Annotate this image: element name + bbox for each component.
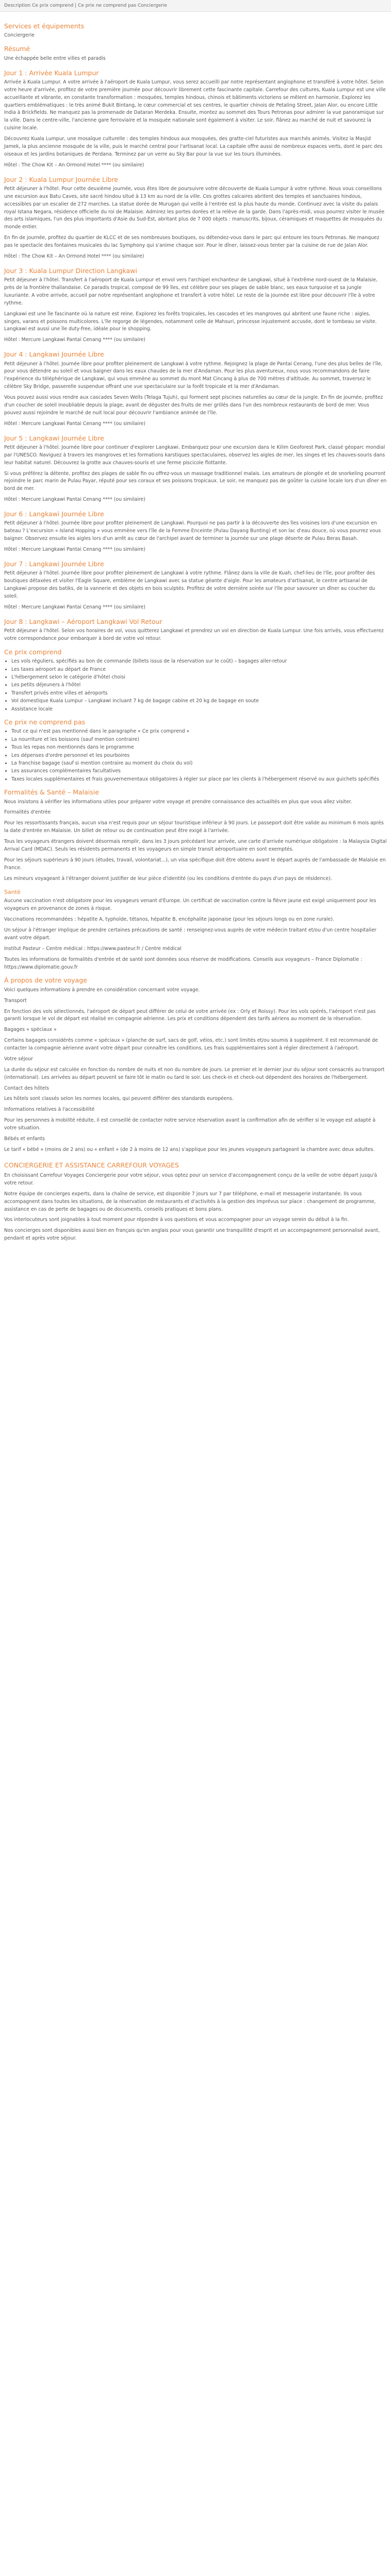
- day-title: Jour 2 : Kuala Lumpur Journée Libre: [4, 175, 118, 183]
- formalities-paragraph: Nous insistons à vérifier les informations utiles pour préparer votre voyage et prendre connaissance des actualités en plus que vous allez visiter.: [4, 799, 352, 805]
- propos-paragraph: En fonction des vols sélectionnés, l'aéroport de départ peut différer de celui de votre arrivée (ex : Orly et Roissy). Pour les vols opérés, l'aéroport n'est pas garanti lorsque le vol de départ est réalisé en compagnie aérienne. Les prix et conditions dépendent des tarifs aériens au moment de la réservation.: [4, 1008, 376, 1022]
- health-paragraph: Un séjour à l'étranger implique de prendre certaines précautions de santé : renseignez-vous auprès de votre médecin traitant et/ou d'un centre hospitalier avant votre départ.: [4, 927, 377, 941]
- health-paragraph: Institut Pasteur – Centre médical : https://www.pasteur.fr / Centre médical: [4, 945, 182, 952]
- propos-title: À propos de votre voyage: [4, 976, 87, 985]
- propos-paragraph: Les hôtels sont classés selon les normes locales, qui peuvent différer des standards européens.: [4, 1096, 234, 1102]
- formalities-title: Formalités & Santé – Malaisie: [4, 788, 99, 796]
- propos-paragraph: Contact des hôtels: [4, 1085, 49, 1091]
- day-paragraph: Hôtel : Mercure Langkawi Pantai Cenang **** (ou similaire): [4, 420, 145, 427]
- day-title: Jour 1 : Arrivée Kuala Lumpur: [4, 69, 99, 77]
- agency-paragraph: Notre équipe de concierges experts, dans la chaîne de service, est disponible 7 jours sur 7 par téléphone, e-mail et messagerie instantanée. Ils vous accompagnent dans toutes les situations, de la réservation de restaurants et d'activités à la gestion des imprévus sur place : changement de programme, assistance en cas de perte de bagages ou de documents, conseils pratiques et bons plans.: [4, 1191, 376, 1212]
- health-body: [4, 897, 387, 971]
- agency-paragraph: Nos concierges sont disponibles aussi bien en français qu'en anglais pour vous garantir une tranquillité d'esprit et un accompagnement personnalisé avant, pendant et après votre séjour.: [4, 1228, 380, 1242]
- formalities-paragraph: Pour les séjours supérieurs à 90 jours (études, travail, volontariat...), un visa spécifique doit être obtenu avant le départ auprès de l'ambassade de Malaisie en France.: [4, 857, 386, 871]
- excludes-item: • La franchise bagage (sauf si mention contraire au moment du choix du vol): [11, 760, 387, 767]
- excludes-item: • Les dépenses d'ordre personnel et les pourboires: [11, 752, 387, 759]
- includes-title: Ce prix comprend: [4, 648, 62, 656]
- propos-paragraph: Voici quelques informations à prendre en considération concernant votre voyage.: [4, 987, 200, 993]
- propos-body: [4, 987, 387, 1154]
- day-paragraph: Petit déjeuner à l'hôtel. Pour cette deuxième journée, vous êtes libre de poursuivre votre découverte de Kuala Lumpur à votre rythme. Nous vous conseillons une excursion aux Batu Caves, site sacré hindou situé à 13 km au nord de la ville. Ces grottes calcaires abritent des temples et sanctuaires hindous, accessibles par un escalier de 272 marches. La statue dorée de Murugan qui veille à l'entrée est la plus haute du monde. Continuez avec la visite du palais royal Istana Negara, résidence officielle du roi de Malaisie. Admirez les portes dorées et la relève de la garde. Dans l'après-midi, vous pourrez visiter le musée des arts islamiques, l'un des plus importants d'Asie du Sud-Est, abritant plus de 7 000 objets : manuscrits, bijoux, céramiques et maquettes de mosquées du monde entier.: [4, 185, 385, 230]
- day-title: Jour 4 : Langkawi Journée Libre: [4, 350, 104, 359]
- includes-item: • Vol domestique Kuala Lumpur – Langkawi incluant 7 kg de bagage cabine et 20 kg de bagage en soute: [11, 698, 387, 705]
- summary-text: Une échappée belle entre villes et paradis: [4, 55, 106, 61]
- day-paragraph: Petit déjeuner à l'hôtel. Journée libre pour continuer d'explorer Langkawi. Embarquez pour une excursion dans le Kilim Geoforest Park, classé géoparc mondial par l'UNESCO. Naviguez à travers les mangroves et les formations karstiques spectaculaires, observez les aigles de mer, les singes et les chauves-souris dans leur habitat naturel. Découvrez la grotte aux chauves-souris et une ferme piscicole flottante.: [4, 444, 385, 466]
- day-title: Jour 8 : Langkawi – Aéroport Langkawi Vol Retour: [4, 617, 162, 625]
- propos-paragraph: Bagages « spéciaux »: [4, 1027, 57, 1033]
- excludes-item: • Tous les repas non mentionnés dans le programme: [11, 744, 387, 751]
- day-paragraph: Découvrez Kuala Lumpur, une mosaïque culturelle : des temples hindous aux mosquées, des gratte-ciel futuristes aux marchés animés. Visitez la Masjid Jamek, la plus ancienne mosquée de la ville, puis le marché central pour l'artisanat local. La capitale offre aussi de nombreux espaces verts, dont le parc des oiseaux et les jardins botaniques de Perdana. Terminez par un verre au Sky Bar pour la vue sur les tours illuminées.: [4, 136, 383, 157]
- health-paragraph: Vaccinations recommandées : hépatite A, typhoïde, tétanos, hépatite B, encéphalite japonaise (pour les séjours longs ou en zone rurale).: [4, 917, 334, 923]
- includes-item: • Les petits déjeuners à l'hôtel: [11, 682, 387, 689]
- excludes-item: • Les assurances complémentaires facultatives: [11, 768, 387, 775]
- services-title: Services et équipements: [4, 22, 85, 30]
- day-paragraph: Si vous préférez la détente, profitez des plages de sable fin ou offrez-vous un massage traditionnel malais. Les amateurs de plongée et de snorkeling pourront rejoindre le parc marin de Pulau Payar, réputé pour ses coraux et ses poissons tropicaux. Le soir, ne manquez pas de goûter la cuisine locale lors d'un dîner en bord de mer.: [4, 470, 387, 492]
- breadcrumb-text: Description Ce prix comprend | Ce prix ne comprend pas Conciergerie: [4, 3, 167, 8]
- day-title: Jour 3 : Kuala Lumpur Direction Langkawi: [4, 266, 137, 275]
- includes-item: • L'hébergement selon le catégorie d'hôtel choisi: [11, 674, 387, 681]
- day-paragraph: Petit déjeuner à l'hôtel. Selon vos horaires de vol, vous quitterez Langkawi et prendrez un vol en direction de Kuala Lumpur. Une fois arrivés, vous effectuerez votre correspondance pour embarquer à bord de votre vol retour.: [4, 628, 384, 641]
- agency-paragraph: En choisissant Carrefour Voyages Conciergerie pour votre séjour, vous optez pour un service d'accompagnement conçu de la veille de votre départ jusqu'à votre retour.: [4, 1173, 377, 1186]
- propos-paragraph: Certains bagages considérés comme « spéciaux » (planche de surf, sacs de golf, vélos, etc.) sont limités et/ou soumis à supplément. Il est recommandé de contacter la compagnie aérienne avant votre départ pour connaître les conditions. Les frais supplémentaires sont à régler directement à l'aéroport.: [4, 1038, 378, 1052]
- formalities-paragraph: Tous les voyageurs étrangers doivent désormais remplir, dans les 3 jours précédant leur arrivée, une carte d'arrivée numérique obligatoire : la Malaysia Digital Arrival Card (MDAC). Seuls les résidents permanents et les voyageurs en simple transit aéroportuaire en sont exemptés.: [4, 839, 387, 852]
- day-paragraph: Hôtel : Mercure Langkawi Pantai Cenang **** (ou similaire): [4, 547, 145, 552]
- health-title: Santé: [4, 889, 21, 896]
- day-paragraph: En fin de journée, profitez du quartier de KLCC et de ses nombreuses boutiques, ou détendez-vous dans le parc qui entoure les tours Petronas. Ne manquez pas le spectacle des fontaines musicales du lac Symphony qui s'anime chaque soir. Pour le dîner, laissez-vous tenter par la cuisine de rue de Jalan Alor.: [4, 235, 380, 248]
- breadcrumb-bar: [0, 0, 391, 12]
- excludes-item: • La nourriture et les boissons (sauf mention contraire): [11, 736, 387, 743]
- propos-paragraph: La durée du séjour est calculée en fonction du nombre de nuits et non du nombre de jours. Le premier et le dernier jour du séjour sont consacrés au transport (international). Les arrivées au départ peuvent se faire tôt le matin ou tard le soir. Les check-in et check-out dépendent des horaires de l'hébergement.: [4, 1066, 385, 1080]
- formalities-body: [4, 799, 387, 883]
- formalities-paragraph: Formalités d'entrée: [4, 809, 51, 816]
- formalities-paragraph: Les mineurs voyageant à l'étranger doivent justifier de leur pièce d'identité (ou les conditions d'entrée du pays d'un pays de résidence).: [4, 875, 332, 882]
- day-paragraph: Petit déjeuner à l'hôtel. Journée libre pour profiter pleinement de Langkawi. Pourquoi ne pas partir à la découverte des îles voisines lors d'une excursion en bateau ? L'excursion « Island Hopping » vous emmène vers l'île de la Femme Enceinte (Pulau Dayang Bunting) et son lac d'eau douce, où vous pourrez vous baigner. Observez ensuite les aigles lors d'un arrêt au cœur de l'archipel avant de terminer la journée sur une plage déserte de Pulau Beras Basah.: [4, 520, 381, 542]
- day-paragraph: Petit déjeuner à l'hôtel. Journée libre pour profiter pleinement de Langkawi à votre rythme. Rejoignez la plage de Pantai Cenang, l'une des plus belles de l'île, pour vous détendre au soleil et vous baigner dans les eaux chaudes de la mer d'Andaman. Pour les plus aventureux, nous vous recommandons de faire l'expérience du téléphérique de Langkawi, qui vous emmène au sommet du mont Mat Cincang à plus de 700 mètres d'altitude. Au sommet, traversez le célèbre Sky Bridge, passerelle suspendue offrant une vue spectaculaire sur la forêt tropicale et la mer d'Andaman.: [4, 361, 383, 390]
- day-title: Jour 6 : Langkawi Journée Libre: [4, 510, 104, 518]
- day-paragraph: Hôtel : The Chow Kit – An Ormond Hotel **** (ou similaire): [4, 162, 144, 168]
- propos-paragraph: Votre séjour: [4, 1056, 33, 1062]
- summary-title: Résumé: [4, 45, 30, 53]
- propos-paragraph: Transport: [4, 997, 27, 1004]
- day-paragraph: Hôtel : Mercure Langkawi Pantai Cenang **** (ou similaire): [4, 497, 145, 503]
- days-list: [4, 68, 387, 643]
- day-paragraph: Vous pouvez aussi vous rendre aux cascades Seven Wells (Telaga Tujuh), qui forment sept piscines naturelles au cœur de la jungle. En fin de journée, profitez d'un coucher de soleil inoubliable depuis la plage, avant de déguster des fruits de mer grillés dans l'un des nombreux restaurants de bord de mer. Vous pouvez aussi rejoindre le marché de nuit local pour découvrir l'ambiance animée de l'île.: [4, 395, 383, 416]
- includes-list: [4, 658, 387, 713]
- propos-paragraph: Le tarif « bébé » (moins de 2 ans) ou « enfant » (de 2 à moins de 12 ans) s'applique pour les jeunes voyageurs partageant la chambre avec deux adultes.: [4, 1146, 375, 1153]
- includes-item: • Les taxes aéroport au départ de France: [11, 666, 387, 673]
- excludes-item: • Taxes locales supplémentaires et frais gouvernementaux obligatoires à régler sur place par les clients à l'hébergement réservé ou aux guichets spécifiés: [11, 776, 387, 783]
- agency-body: [4, 1172, 387, 1243]
- day-paragraph: Hôtel : Mercure Langkawi Pantai Cenang **** (ou similaire): [4, 604, 145, 610]
- day-paragraph: Petit déjeuner à l'hôtel. Transfert à l'aéroport de Kuala Lumpur et envol vers l'archipel enchanteur de Langkawi, situé à l'extrême nord-ouest de la Malaisie, près de la frontière thaïlandaise. Ce paradis tropical, composé de 99 îles, est célèbre pour ses plages de sable blanc, ses eaux turquoise et sa jungle luxuriante. A votre arrivée, accueil par notre représentant anglophone et transfert à votre hôtel. Le reste de la journée est libre pour découvrir l'île à votre rythme.: [4, 277, 378, 306]
- agency-paragraph: Vos interlocuteurs sont joignables à tout moment pour répondre à vos questions et vous accompagner pour un voyage serein du début à la fin.: [4, 1217, 349, 1223]
- agency-title: CONCIERGERIE ET ASSISTANCE CARREFOUR VOYAGES: [4, 1161, 179, 1169]
- includes-item: • Assistance locale: [11, 706, 387, 713]
- services-item: Conciergerie: [4, 32, 35, 39]
- includes-item: • Transfert privés entre villes et aéroports: [11, 690, 387, 697]
- day-paragraph: Langkawi est une île fascinante où la nature est reine. Explorez les forêts tropicales, les cascades et les mangroves qui abritent une faune riche : aigles, singes, varans et poissons multicolores. L'île regorge de légendes, notamment celle de Mahsuri, princesse injustement accusée, dont le tombeau se visite. Langkawi est aussi une île duty-free, idéale pour le shopping.: [4, 311, 377, 332]
- day-paragraph: Hôtel : The Chow Kit – An Ormond Hotel **** (ou similaire): [4, 253, 144, 259]
- day-title: Jour 7 : Langkawi Journée Libre: [4, 560, 104, 568]
- propos-paragraph: Pour les personnes à mobilité réduite, il est conseillé de contacter notre service réservation avant la confirmation afin de vérifier si le voyage est adapté à votre situation.: [4, 1117, 376, 1131]
- excludes-title: Ce prix ne comprend pas: [4, 718, 86, 726]
- formalities-paragraph: Pour les ressortissants français, aucun visa n'est requis pour un séjour touristique inférieur à 90 jours. Le passeport doit être valide au minimum 6 mois après la date d'entrée en Malaisie. Un billet de retour ou de continuation peut être exigé à l'arrivée.: [4, 820, 384, 834]
- day-title: Jour 5 : Langkawi Journée Libre: [4, 434, 104, 442]
- propos-paragraph: Bébés et enfants: [4, 1136, 45, 1142]
- content: [0, 12, 391, 1243]
- day-paragraph: Arrivée à Kuala Lumpur. A votre arrivée à l'aéroport de Kuala Lumpur, vous serez accueilli par notre représentant anglophone et transféré à votre hôtel. Selon votre heure d'arrivée, profitez de votre première journée pour découvrir librement cette fascinante capitale. Carrefour des cultures, Kuala Lumpur est une ville accueillante et vibrante, en constante transformation : mosquées, temples hindous, chinois et bâtiments victoriens se mêlent en harmonie. Explorez les quartiers emblématiques : le très animé Bukit Bintang, le cœur commercial et ses centres, le quartier chinois de Petaling Street, Jalan Alor, ou encore Little India à Brickfields. Ne manquez pas la promenade de Dataran Merdeka. Ensuite, montez au sommet des Tours Petronas pour admirer la vue panoramique sur la ville. Dans le centre-ville, l'ancienne gare ferroviaire et la mosquée nationale sont également à visiter. Le soir, flânez au marché de nuit et savourez la cuisine locale.: [4, 79, 386, 131]
- day-paragraph: Petit déjeuner à l'hôtel. Journée libre pour profiter pleinement de Langkawi à votre rythme. Flânez dans la ville de Kuah, chef-lieu de l'île, pour profiter des boutiques détaxées et visiter l'Eagle Square, emblème de Langkawi avec sa statue géante d'aigle. Pour les amateurs d'artisanat, le centre artisanal de Langkawi propose des batiks, de la vannerie et des objets en bois sculptés. Profitez de votre dernière soirée sur l'île pour savourer un dîner au coucher du soleil.: [4, 570, 376, 599]
- excludes-item: • Tout ce qui n'est pas mentionné dans le paragraphe « Ce prix comprend »: [11, 728, 387, 735]
- day-paragraph: Hôtel : Mercure Langkawi Pantai Cenang **** (ou similaire): [4, 337, 145, 343]
- health-paragraph: Toutes les informations de formalités d'entrée et de santé sont données sous réserve de modifications. Conseils aux voyageurs – France Diplomatie : https://www.diplomatie.gouv.fr: [4, 956, 363, 970]
- propos-paragraph: Informations relatives à l'accessibilité: [4, 1107, 95, 1113]
- includes-item: • Les vols réguliers, spécifiés au bon de commande (billets issus de la réservation sur le coût) – bagages aller-retour: [11, 658, 387, 665]
- health-paragraph: Aucune vaccination n'est obligatoire pour les voyageurs venant d'Europe. Un certificat de vaccination contre la fièvre jaune est exigé uniquement pour les voyageurs en provenance de zones à risque.: [4, 898, 377, 912]
- excludes-list: [4, 728, 387, 783]
